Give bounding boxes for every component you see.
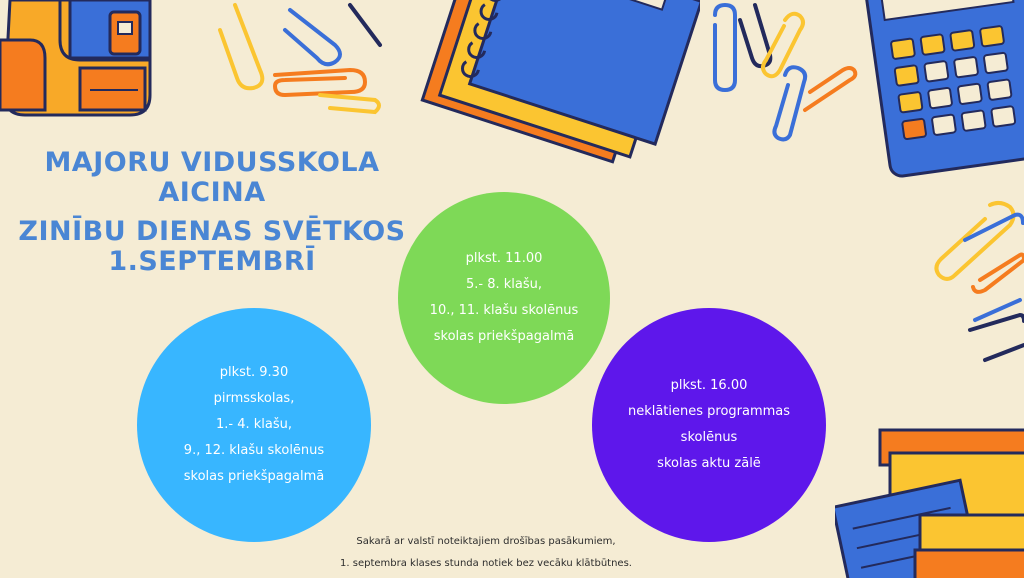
event-title [12,217,412,277]
notice-line: Sakarā ar valstī noteiktajiem drošības pasākumiem, [356,536,616,547]
event-circle-morning [137,308,371,542]
event-line: neklātienes programmas [627,404,791,419]
event-circle-midday [398,192,610,404]
event-line: 9., 12. klašu skolēnus [183,443,325,458]
event-line: 10., 11. klašu skolēnus [429,303,579,318]
event-time: plkst. 9.30 [219,365,289,380]
event-line: skolas aktu zālē [657,456,761,471]
sticky-notes-icon [835,425,1024,578]
backpack-icon [0,0,160,118]
event-line: skolas priekšpagalmā [433,329,575,344]
event-circle-evening [592,308,826,542]
event-time: plkst. 11.00 [465,251,543,266]
event-line: pirmsskolas, [213,391,295,406]
title-line-invites: AICINA [158,177,266,208]
event-line: skolas priekšpagalmā [183,469,325,484]
notebook-icon [405,0,700,175]
notice-line: 1. septembra klases stunda notiek bez vecāku klātbūtnes. [340,558,632,569]
calculator-icon [860,0,1024,180]
event-line: skolēnus [680,430,738,445]
title-line-event: ZINĪBU DIENAS SVĒTKOS [18,216,406,247]
paperclip-icon [215,0,385,120]
paperclip-icon [700,0,860,145]
event-line: 1.- 4. klašu, [215,417,292,432]
invitation-title [12,148,412,208]
title-line-school: MAJORU VIDUSSKOLA [44,147,380,178]
event-time: plkst. 16.00 [670,378,748,393]
safety-notice [316,531,656,575]
title-line-date: 1.SEPTEMBRĪ [108,246,316,277]
paperclip-icon [925,195,1024,380]
event-line: 5.- 8. klašu, [465,277,542,292]
